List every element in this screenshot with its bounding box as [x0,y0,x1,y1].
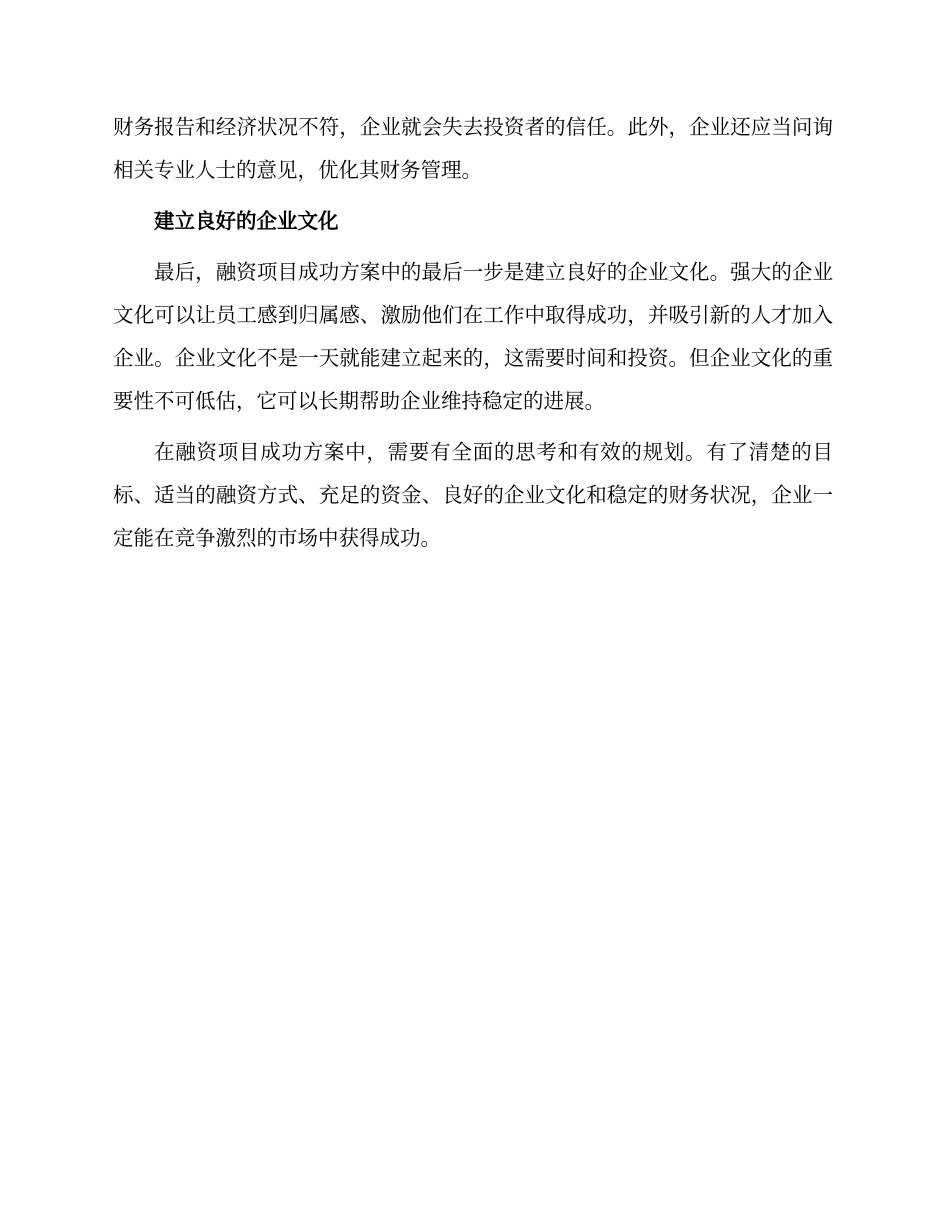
paragraph-conclusion: 在融资项目成功方案中，需要有全面的思考和有效的规划。有了清楚的目标、适当的融资方式、充足的资金、良好的企业文化和稳定的财务状况，企业一定能在竞争激烈的市场中获得成功。 [113,440,833,550]
paragraph-culture: 最后，融资项目成功方案中的最后一步是建立良好的企业文化。强大的企业文化可以让员工感到归属感、激励他们在工作中取得成功，并吸引新的人才加入企业。企业文化不是一天就能建立起来的，这需要时间和投资。但企业文化的重要性不可低估，它可以长期帮助企业维持稳定的进展。 [113,260,833,413]
section-heading-culture: 建立良好的企业文化 [154,209,339,233]
paragraph-intro: 财务报告和经济状况不符，企业就会失去投资者的信任。此外，企业还应当问询相关专业人士的意见，优化其财务管理。 [113,115,833,182]
document-page [113,106,833,560]
